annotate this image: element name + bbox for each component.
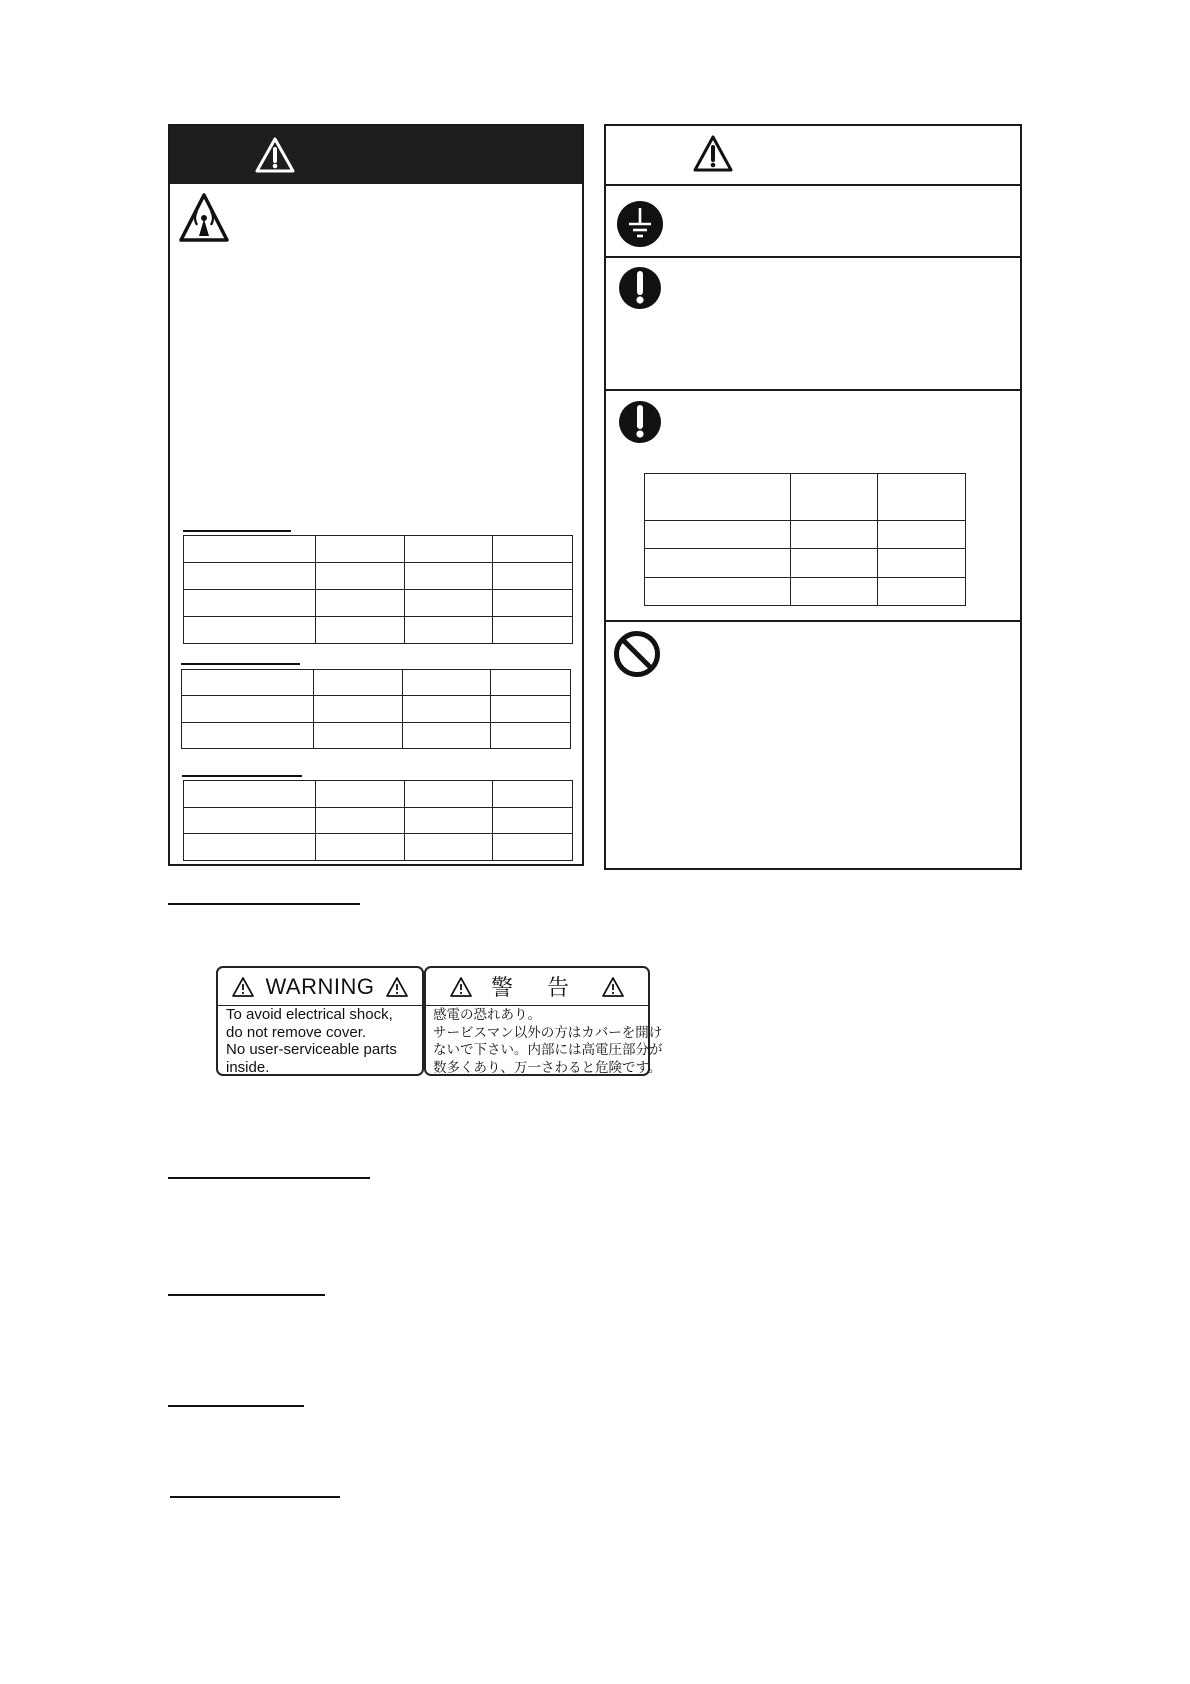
distance-table-1 [183, 535, 573, 644]
caution-table [644, 473, 966, 606]
warning-triangle-icon [385, 976, 409, 998]
warning-label-header [426, 968, 648, 1006]
caution-panel [604, 124, 1022, 870]
warning-panel [168, 124, 584, 866]
table-row [184, 781, 573, 808]
warning-label-title: 警 告 [490, 975, 584, 1000]
warning-label-line: No user-serviceable parts [226, 1041, 397, 1058]
table-row [645, 521, 966, 549]
section-heading-underline [168, 903, 360, 905]
table-row [184, 536, 573, 563]
mandatory-action-icon [618, 400, 662, 444]
table-row [645, 474, 966, 521]
prohibition-icon [613, 630, 661, 678]
warning-triangle-icon [449, 976, 473, 998]
ground-icon [616, 200, 664, 248]
warning-triangle-icon [601, 976, 625, 998]
warning-triangle-icon [254, 136, 296, 174]
table-row [184, 617, 573, 644]
ground-section-divider [606, 256, 1020, 258]
distance-table-2 [181, 669, 571, 749]
mandatory-section-divider [606, 389, 1020, 391]
warning-label-line: To avoid electrical shock, [226, 1006, 393, 1023]
table3-title-underline [182, 775, 302, 777]
table-section-divider [606, 620, 1020, 622]
radio-wave-hazard-icon [178, 192, 230, 244]
table-row [182, 696, 571, 722]
warning-label-english [216, 966, 424, 1076]
warning-label-line: do not remove cover. [226, 1023, 367, 1041]
warning-label-line: 数多くあり、万一さわると危険です。 [433, 1059, 662, 1075]
warning-label-line: 感電の恐れあり。 [433, 1007, 541, 1022]
warning-triangle-icon [231, 976, 255, 998]
warning-label-text [433, 1006, 663, 1076]
warning-label-line: inside. [226, 1058, 270, 1076]
section-heading-underline [168, 1177, 370, 1179]
table-row [184, 834, 573, 861]
table1-title-underline [183, 530, 291, 532]
table-row [645, 577, 966, 605]
table-row [182, 670, 571, 696]
section-heading-underline [168, 1294, 325, 1296]
mandatory-action-icon [618, 266, 662, 310]
section-heading-underline [170, 1496, 340, 1498]
caution-header-divider [606, 184, 1020, 186]
warning-label-japanese [424, 966, 663, 1076]
warning-label-title: WARNING [265, 973, 375, 999]
warning-label-text [226, 1006, 416, 1076]
table-row [184, 807, 573, 834]
section-heading-underline [168, 1405, 304, 1407]
table-row [184, 563, 573, 590]
table-row [184, 590, 573, 617]
warning-panel-header [170, 126, 582, 184]
warning-label-line: サービスマン以外の方はカバーを開け [433, 1024, 663, 1040]
warning-label-header [218, 968, 422, 1006]
distance-table-3 [183, 780, 573, 861]
caution-triangle-icon [692, 134, 734, 174]
table-row [182, 722, 571, 748]
table-row [645, 549, 966, 577]
warning-label-line: ないで下さい。内部には高電圧部分が [433, 1042, 663, 1057]
table2-title-underline [181, 663, 300, 665]
